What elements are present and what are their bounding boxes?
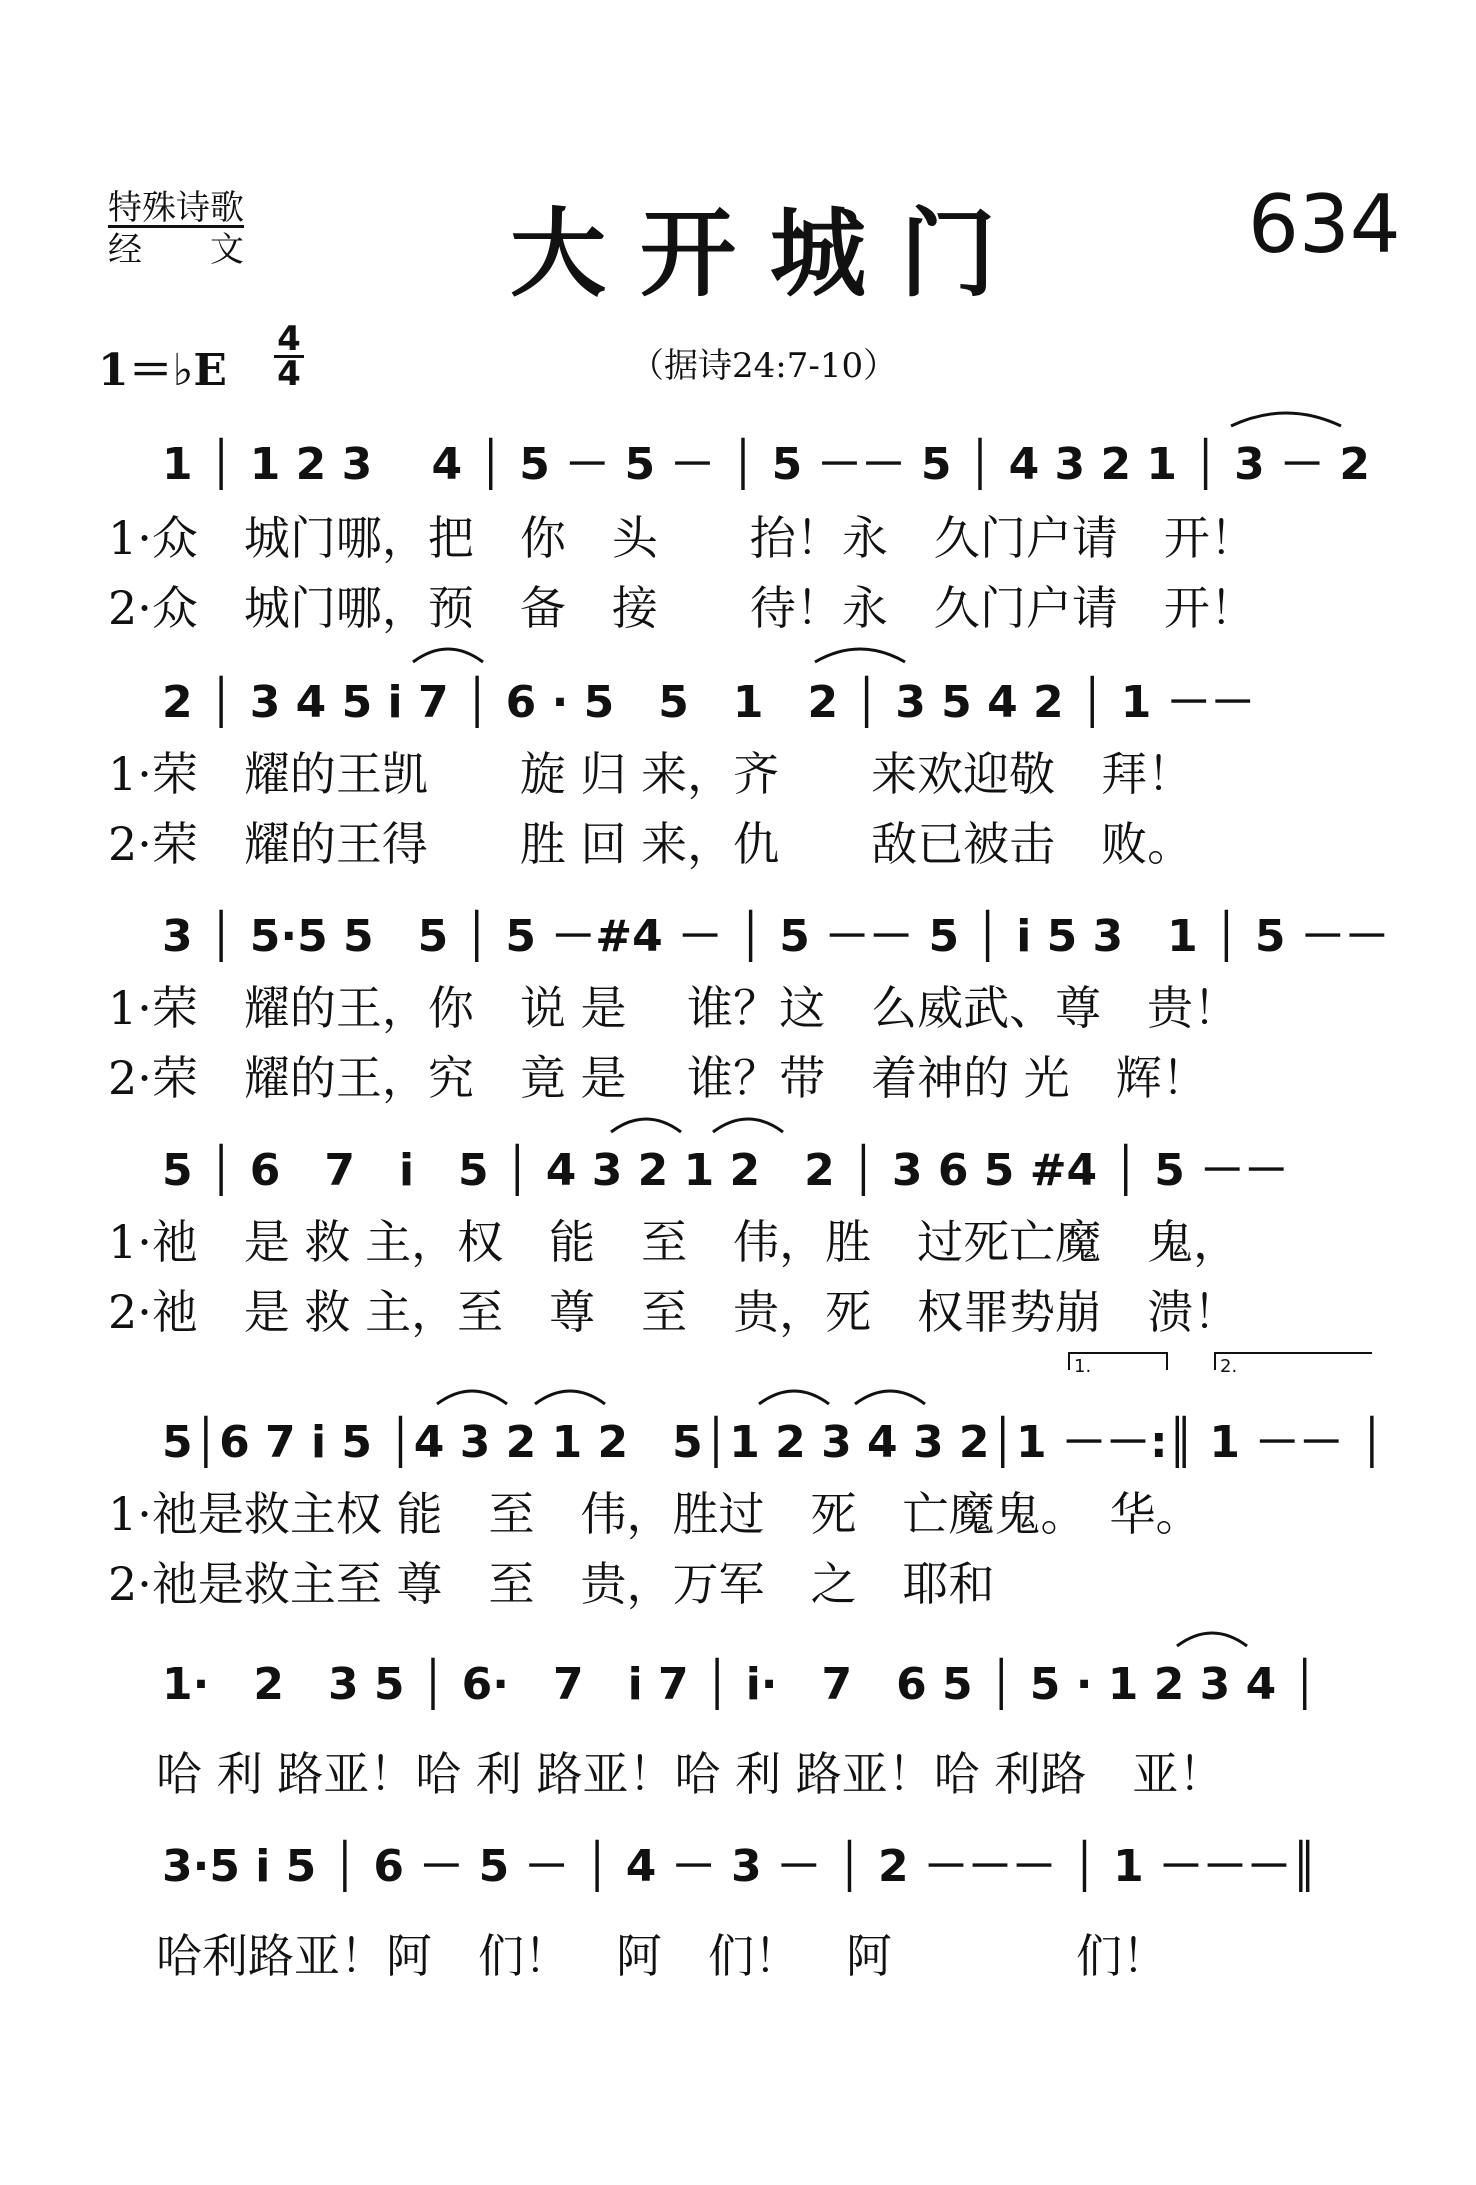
slur [810, 636, 910, 666]
lyrics-refrain: 哈 利 路亚！哈 利 路亚！哈 利 路亚！哈 利路 亚！ [156, 1747, 1225, 1801]
lyrics-verse-2: 2·祂是救主至 尊 至 贵，万军 之 耶和 [108, 1557, 995, 1611]
lyrics-verse-2: 2·祂 是 救 主，至 尊 至 贵，死 权罪势崩 溃！ [108, 1285, 1240, 1339]
slur [408, 636, 488, 666]
ending-bracket [1214, 1352, 1372, 1354]
ending-bracket [1214, 1352, 1216, 1370]
lyrics-verse-1: 1·众 城门哪，把 你 头 抬！永 久门户请 开！ [108, 511, 1256, 565]
key-signature: 1＝♭E [98, 345, 227, 396]
notes-line: 1· 2 3 5 │ 6· 7 i 7 │ i· 7 6 5 │ 5 · 1 2 3 4 │ [162, 1659, 1318, 1710]
notes-line: 5 │ 6 7 i 5 │ 4 3 2 1 2 2 │ 3 6 5 #4 │ 5 －－ [162, 1145, 1289, 1196]
ending-bracket [1068, 1352, 1070, 1370]
first-ending-label: 1. [1074, 1356, 1092, 1377]
hymn-number: 634 [1248, 178, 1401, 271]
category-label: 特殊诗歌 [108, 188, 244, 228]
lyrics-verse-2: 2·众 城门哪，预 备 接 待！永 久门户请 开！ [108, 581, 1256, 635]
slur [1226, 400, 1346, 430]
slur [708, 1106, 788, 1136]
second-ending-label: 2. [1220, 1356, 1238, 1377]
notes-line: 5│6 7 i 5 │4 3 2 1 2 5│1 2 3 4 3 2│1 －－:║ 1 －－ │ [162, 1417, 1386, 1468]
lyrics-verse-1: 1·荣 耀的王凯 旋 归 来，齐 来欢迎敬 拜！ [108, 747, 1194, 801]
category-sublabel: 经 文 [108, 230, 244, 270]
time-signature-top: 4 [277, 319, 301, 359]
notes-line: 3·5 i 5 │ 6 － 5 － │ 4 － 3 － │ 2 －－－ │ 1 －－－║ [162, 1841, 1318, 1892]
lyrics-amen: 哈利路亚！阿 们！ 阿 们！ 阿 们！ [156, 1929, 1168, 1983]
slur [432, 1378, 512, 1408]
time-signature-bottom: 4 [277, 354, 301, 394]
time-signature [274, 319, 304, 394]
page-title: 大开城门 [510, 198, 1030, 310]
slur [754, 1378, 834, 1408]
scripture-source: （据诗24:7-10） [630, 346, 898, 386]
notes-line: 2 │ 3 4 5 i 7 │ 6 · 5 5 1 2 │ 3 5 4 2 │ 1 －－ [162, 677, 1255, 728]
ending-bracket [1068, 1352, 1168, 1354]
ending-bracket [1166, 1352, 1168, 1370]
notes-line: 1 │ 1 2 3 4 │ 5 － 5 － │ 5 －－ 5 │ 4 3 2 1 │ 3 － 2 [162, 439, 1371, 490]
notes-line: 3 │ 5·5 5 5 │ 5 －#4 － │ 5 －－ 5 │ i 5 3 1 │ 5 －－ [162, 911, 1389, 962]
lyrics-verse-1: 1·祂是救主权 能 至 伟，胜过 死 亡魔鬼。 华。 [108, 1487, 1202, 1541]
slur [1172, 1620, 1252, 1650]
slur [850, 1378, 930, 1408]
lyrics-verse-1: 1·荣 耀的王，你 说 是 谁？这 么威武、尊 贵！ [108, 981, 1240, 1035]
slur [606, 1106, 686, 1136]
lyrics-verse-1: 1·祂 是 救 主，权 能 至 伟，胜 过死亡魔 鬼， [108, 1215, 1240, 1269]
lyrics-verse-2: 2·荣 耀的王得 胜 回 来，仇 敌已被击 败。 [108, 817, 1194, 871]
lyrics-verse-2: 2·荣 耀的王，究 竟 是 谁？带 着神的 光 辉！ [108, 1051, 1208, 1105]
slur [530, 1378, 610, 1408]
